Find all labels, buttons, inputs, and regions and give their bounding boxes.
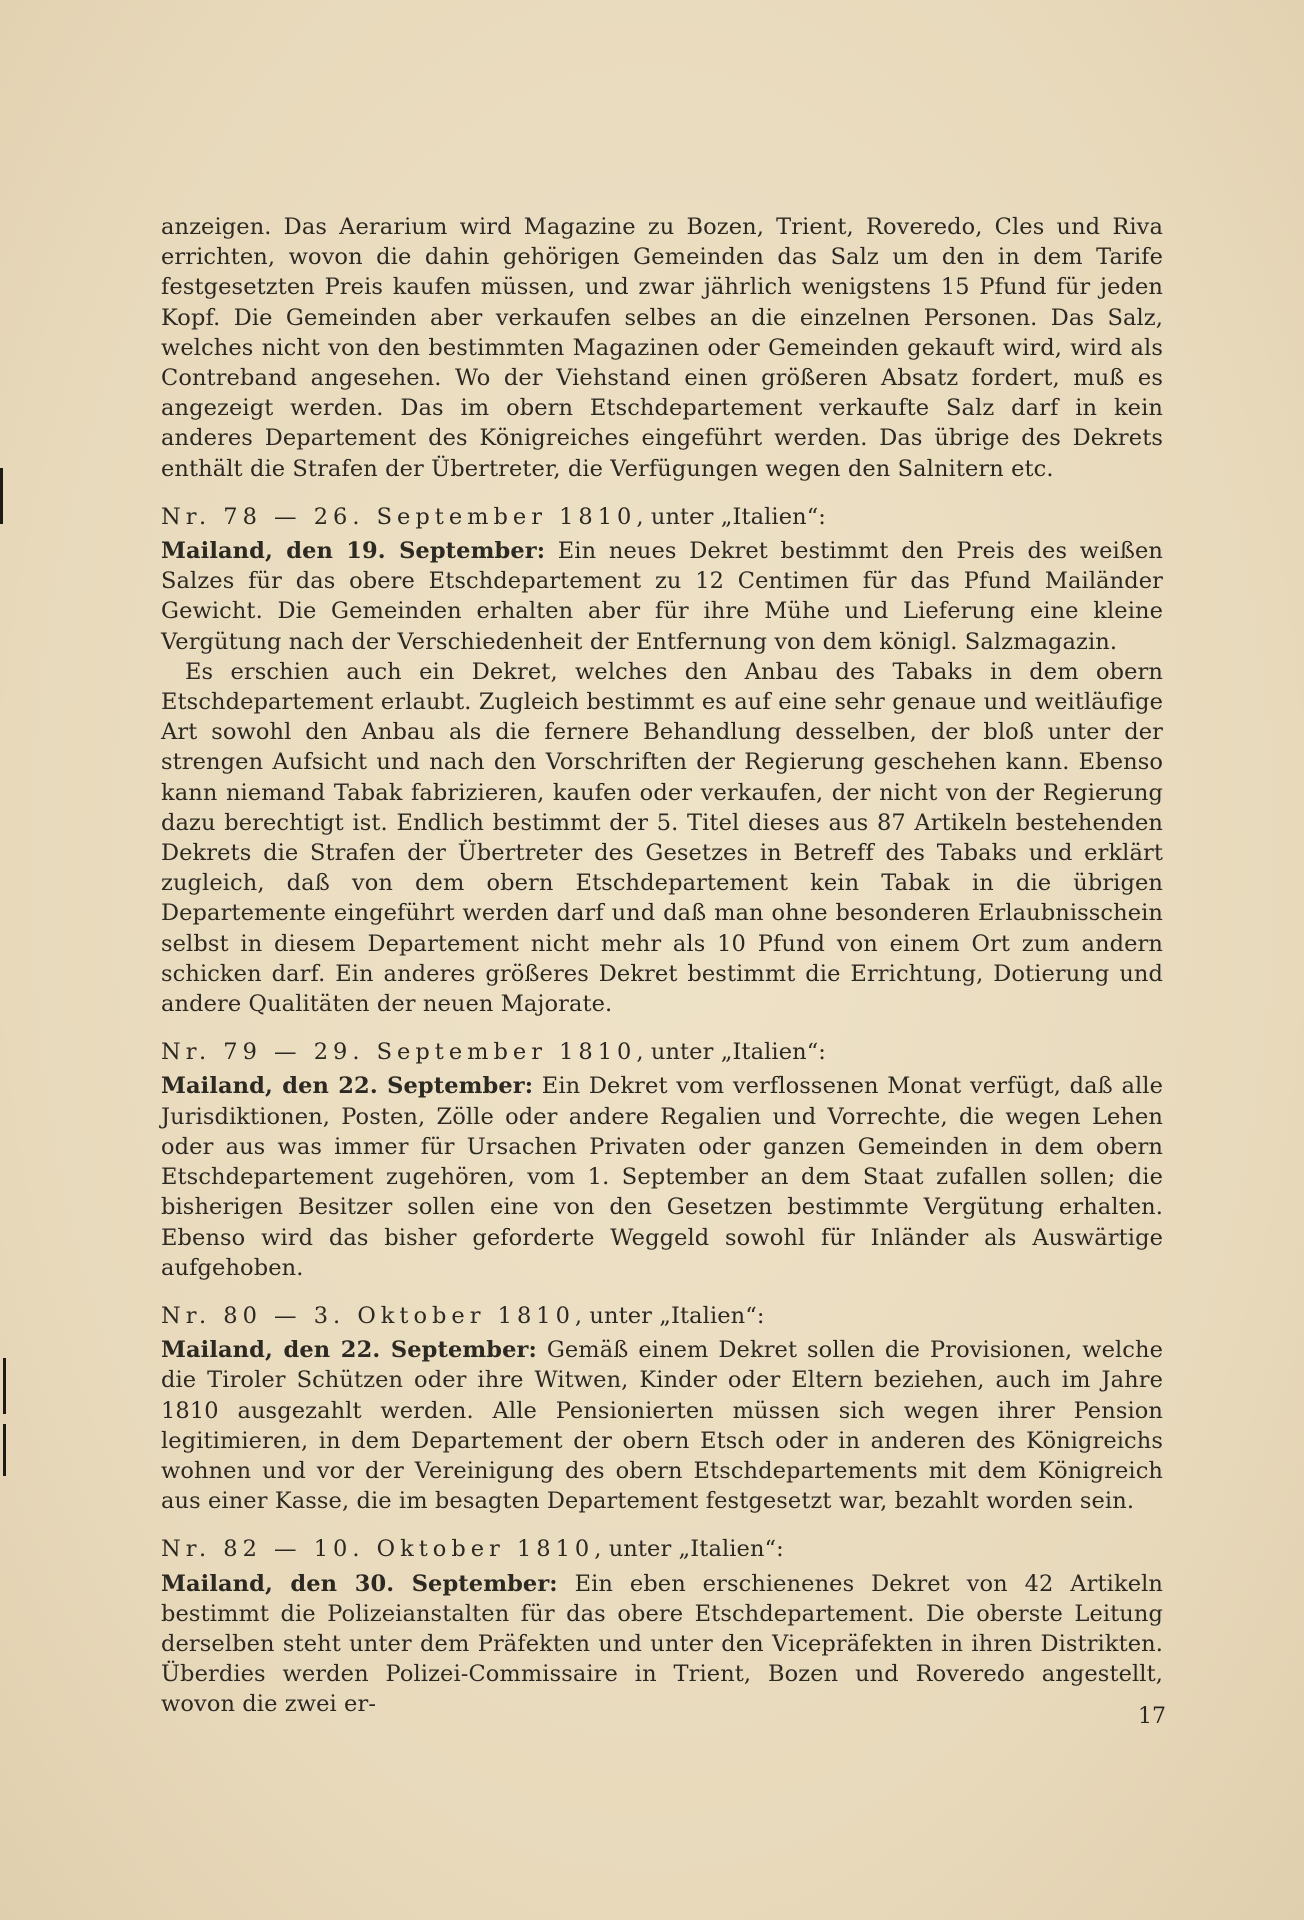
entry-paragraph: Mailand, den 19. September: Ein neues Dekret bestimmt den Preis des weißen Salzes für das obere Etschdepartement zu 12 Centimen für das Pfund Mailänder Gewicht. Die Gemeinden erhalten aber für ihre Mühe und Lieferung eine kleine Vergütung nach der Verschiedenheit der Entfernung von dem königl. Salzmagazin. [161, 538, 1163, 655]
page-number: 17 [1138, 1704, 1166, 1729]
entry-paragraph: Mailand, den 30. September: Ein eben erschienenes Dekret von 42 Artikeln bestimmt die Polizeianstalten für das obere Etschdepartement. Die oberste Leitung derselben steht unter dem Präfekten und unter den Vicepräfekten in ihren Distrikten. Überdies werden Polizei-Commissaire in Trient, Bozen und Roveredo angestellt, wovon die zwei er- [161, 1570, 1163, 1718]
edge-mark [0, 468, 3, 524]
entry-heading: Nr. 80 — 3. Oktober 1810, unter „Italien“: [161, 1302, 765, 1329]
entry-paragraph: Mailand, den 22. September: Ein Dekret vom verflossenen Monat verfügt, daß alle Jurisdiktionen, Posten, Zölle oder andere Regalien und Vorrechte, die wegen Lehen oder aus was immer für Ursachen Privaten oder ganzen Gemeinden in dem obern Etschdepartement zugehören, vom 1. September an dem Staat zufallen sollen; die bisherigen Besitzer sollen eine von den Gesetzen bestimmte Vergütung erhalten. Ebenso wird das bisher geforderte Weggeld sowohl für Inländer als Auswärtige aufgehoben. [161, 1073, 1163, 1281]
paragraph: anzeigen. Das Aerarium wird Magazine zu Bozen, Trient, Roveredo, Cles und Riva errichten, wovon die dahin gehörigen Gemeinden das Salz um den in dem Tarife festgesetzten Preis kaufen müssen, und zwar jährlich wenigstens 15 Pfund für jeden Kopf. Die Gemeinden aber verkaufen selbes an die einzelnen Personen. Das Salz, welches nicht von den bestimmten Magazinen oder Gemeinden gekauft wird, wird als Contreband angesehen. Wo der Viehstand einen größeren Absatz fordert, muß es angezeigt werden. Das im obern Etschdepartement verkaufte Salz darf in kein anderes Departement des Königreiches eingeführt werden. Das übrige des Dekrets enthält die Strafen der Übertreter, die Verfügungen wegen den Salnitern etc. [161, 214, 1163, 482]
document-body [161, 212, 1163, 1720]
entry-heading: Nr. 82 — 10. Oktober 1810, unter „Italien“: [161, 1536, 784, 1563]
entry-paragraph: Mailand, den 22. September: Gemäß einem Dekret sollen die Provisionen, welche die Tiroler Schützen oder ihre Witwen, Kinder oder Eltern beziehen, auch im Jahre 1810 ausgezahlt werden. Alle Pensionierten müssen sich wegen ihrer Pension legitimieren, in dem Departement der obern Etsch oder in anderen des Königreichs wohnen und vor der Vereinigung des obern Etschdepartements mit dem Königreich aus einer Kasse, die im besagten Departement festgesetzt war, bezahlt worden sein. [161, 1337, 1163, 1515]
edge-mark [3, 1424, 6, 1476]
entry-heading: Nr. 78 — 26. September 1810, unter „Italien“: [161, 503, 826, 530]
entry-paragraph: Es erschien auch ein Dekret, welches den Anbau des Tabaks in dem obern Etschdepartement erlaubt. Zugleich bestimmt es auf eine sehr genaue und weitläufige Art sowohl den Anbau als die fernere Behandlung desselben, der bloß unter der strengen Aufsicht und nach den Vorschriften der Regierung geschehen kann. Ebenso kann niemand Tabak fabrizieren, kaufen oder verkaufen, der nicht von der Regierung dazu berechtigt ist. Endlich bestimmt der 5. Titel dieses aus 87 Artikeln bestehenden Dekrets die Strafen der Übertreter des Gesetzes in Betreff des Tabaks und erklärt zugleich, daß von dem obern Etschdepartement kein Tabak in die übrigen Departemente eingeführt werden darf und daß man ohne besonderen Erlaubnisschein selbst in diesem Departement nicht mehr als 10 Pfund von einem Ort zum andern schicken darf. Ein anderes größeres Dekret bestimmt die Errichtung, Dotierung und andere Qualitäten der neuen Majorate. [161, 658, 1163, 1018]
entry-heading: Nr. 79 — 29. September 1810, unter „Italien“: [161, 1039, 826, 1066]
edge-mark [3, 1358, 6, 1414]
